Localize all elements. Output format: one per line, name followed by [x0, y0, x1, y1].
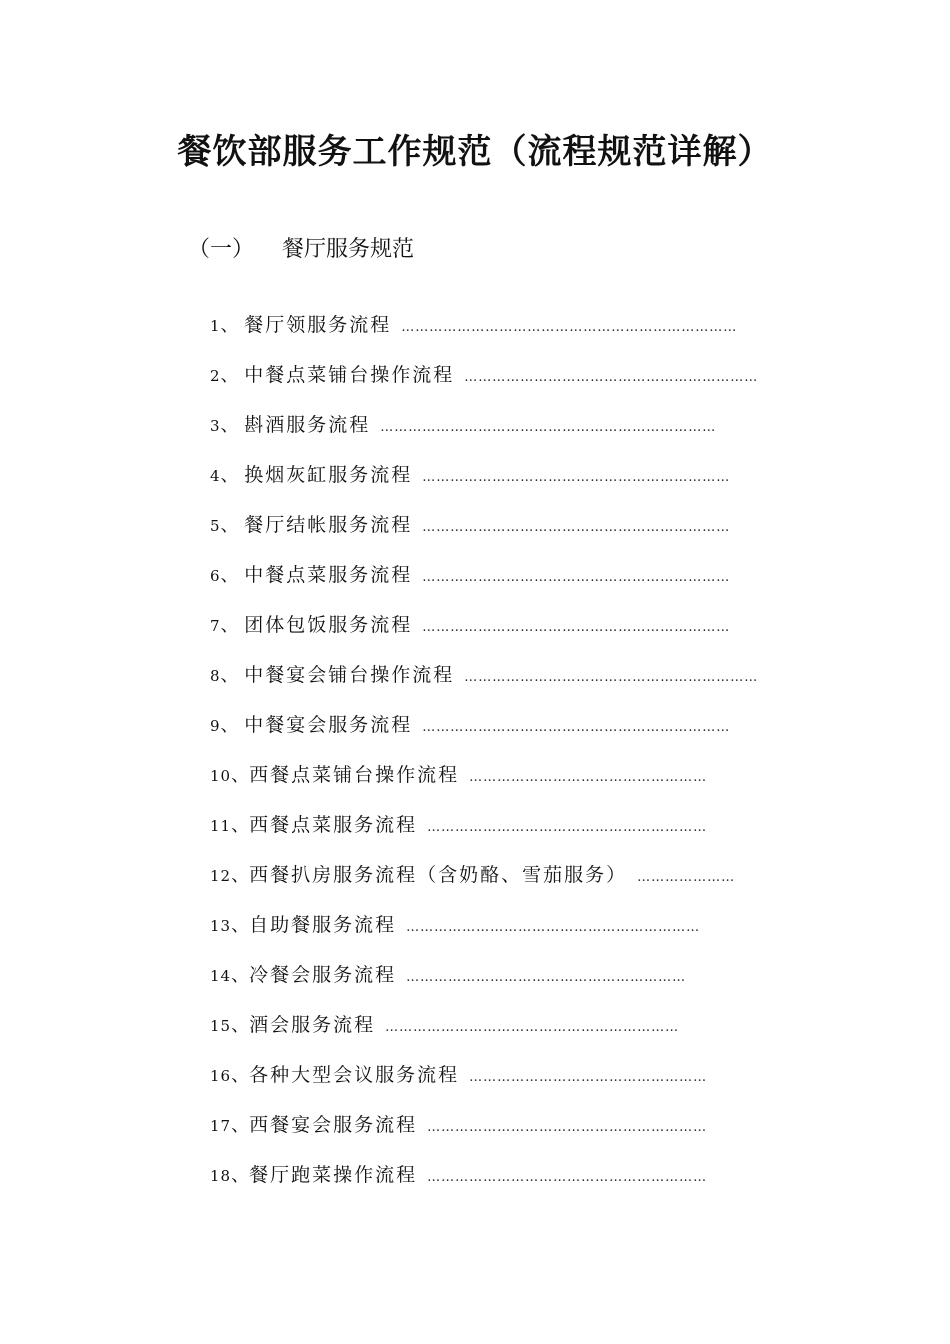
toc-item-label: 团体包饭服务流程	[244, 614, 413, 636]
toc-item-number: 17	[210, 1117, 232, 1135]
toc-item-leader: ………………………………………………………	[464, 370, 759, 385]
toc-item-leader: …………………	[637, 870, 736, 885]
toc-item-separator: 、	[231, 1165, 250, 1186]
toc-item-separator: 、	[220, 615, 245, 636]
toc-item	[210, 559, 758, 609]
toc-item-number: 12	[210, 867, 232, 885]
toc-item-leader: ……………………………………………	[469, 770, 708, 785]
toc-item-number: 16	[210, 1067, 232, 1085]
section-heading	[188, 232, 414, 268]
toc-item-separator: 、	[231, 965, 250, 986]
toc-item-number: 8	[210, 667, 221, 685]
toc-item	[210, 1009, 758, 1059]
toc-item-separator: 、	[220, 465, 245, 486]
toc-item-label: 换烟灰缸服务流程	[244, 464, 413, 486]
toc-item-leader: ………………………………………………………………	[401, 320, 738, 335]
toc-item	[210, 609, 758, 659]
toc-item-separator: 、	[231, 1115, 250, 1136]
toc-item-number: 14	[210, 967, 232, 985]
toc-item-number: 10	[210, 767, 232, 785]
table-of-contents	[210, 309, 758, 1209]
toc-item-separator: 、	[220, 665, 245, 686]
toc-item	[210, 809, 758, 859]
toc-item	[210, 959, 758, 1009]
toc-item-label: 西餐点菜铺台操作流程	[249, 764, 460, 786]
toc-item-leader: …………………………………………………………	[422, 720, 731, 735]
toc-item-label: 西餐点菜服务流程	[249, 814, 418, 836]
toc-item-label: 各种大型会议服务流程	[249, 1064, 460, 1086]
toc-item-label: 餐厅跑菜操作流程	[249, 1164, 418, 1186]
section-title: 餐厅服务规范	[282, 237, 415, 262]
toc-item-number: 11	[210, 817, 232, 835]
toc-item-separator: 、	[231, 1065, 250, 1086]
toc-item	[210, 509, 758, 559]
toc-item-label: 自助餐服务流程	[249, 914, 397, 936]
toc-item	[210, 1059, 758, 1109]
toc-item-number: 6	[210, 567, 221, 585]
toc-item-number: 3	[210, 417, 221, 435]
toc-item-separator: 、	[220, 565, 245, 586]
toc-item-separator: 、	[231, 865, 250, 886]
toc-item-leader: ………………………………………………………	[464, 670, 759, 685]
toc-item	[210, 459, 758, 509]
toc-item-leader: ……………………………………………………	[406, 970, 687, 985]
toc-item-leader: ………………………………………………………	[406, 920, 701, 935]
document-title: 餐饮部服务工作规范（流程规范详解）	[177, 132, 773, 172]
toc-item-number: 15	[210, 1017, 232, 1035]
toc-item-label: 冷餐会服务流程	[249, 964, 397, 986]
toc-item-label: 中餐宴会铺台操作流程	[244, 664, 455, 686]
toc-item-leader: …………………………………………………………	[422, 570, 731, 585]
toc-item	[210, 1159, 758, 1209]
toc-item-separator: 、	[220, 515, 245, 536]
toc-item-separator: 、	[220, 365, 245, 386]
toc-item	[210, 309, 758, 359]
toc-item-label: 斟酒服务流程	[244, 414, 371, 436]
toc-item-leader: ……………………………………………………	[427, 1120, 708, 1135]
toc-item	[210, 1109, 758, 1159]
toc-item-label: 西餐宴会服务流程	[249, 1114, 418, 1136]
toc-item-separator: 、	[231, 815, 250, 836]
toc-item	[210, 409, 758, 459]
toc-item-separator: 、	[220, 315, 245, 336]
toc-item-label: 西餐扒房服务流程（含奶酪、雪茄服务）	[249, 864, 628, 886]
toc-item-separator: 、	[231, 765, 250, 786]
toc-item-leader: ……………………………………………………	[427, 1170, 708, 1185]
toc-item-number: 9	[210, 717, 221, 735]
toc-item-leader: …………………………………………………………	[422, 520, 731, 535]
toc-item-leader: ……………………………………………	[469, 1070, 708, 1085]
toc-item-leader: …………………………………………………………	[422, 620, 731, 635]
toc-item-label: 中餐宴会服务流程	[244, 714, 413, 736]
toc-item	[210, 709, 758, 759]
toc-item-label: 餐厅领服务流程	[244, 314, 392, 336]
toc-item	[210, 909, 758, 959]
toc-item-separator: 、	[231, 915, 250, 936]
toc-item	[210, 759, 758, 809]
toc-item	[210, 859, 758, 909]
toc-item-number: 13	[210, 917, 232, 935]
toc-item-separator: 、	[220, 415, 245, 436]
section-number: （一）	[188, 237, 255, 262]
toc-item-label: 中餐点菜铺台操作流程	[244, 364, 455, 386]
toc-item	[210, 359, 758, 409]
toc-item-leader: ……………………………………………………	[427, 820, 708, 835]
toc-item	[210, 659, 758, 709]
toc-item-label: 酒会服务流程	[249, 1014, 376, 1036]
toc-item-label: 中餐点菜服务流程	[244, 564, 413, 586]
toc-item-leader: ………………………………………………………	[385, 1020, 680, 1035]
toc-item-number: 7	[210, 617, 221, 635]
toc-item-leader: …………………………………………………………	[422, 470, 731, 485]
toc-item-number: 5	[210, 517, 221, 535]
toc-item-label: 餐厅结帐服务流程	[244, 514, 413, 536]
toc-item-separator: 、	[231, 1015, 250, 1036]
toc-item-separator: 、	[220, 715, 245, 736]
toc-item-leader: ………………………………………………………………	[380, 420, 717, 435]
toc-item-number: 4	[210, 467, 221, 485]
toc-item-number: 1	[210, 317, 221, 335]
toc-item-number: 2	[210, 367, 221, 385]
toc-item-number: 18	[210, 1167, 232, 1185]
